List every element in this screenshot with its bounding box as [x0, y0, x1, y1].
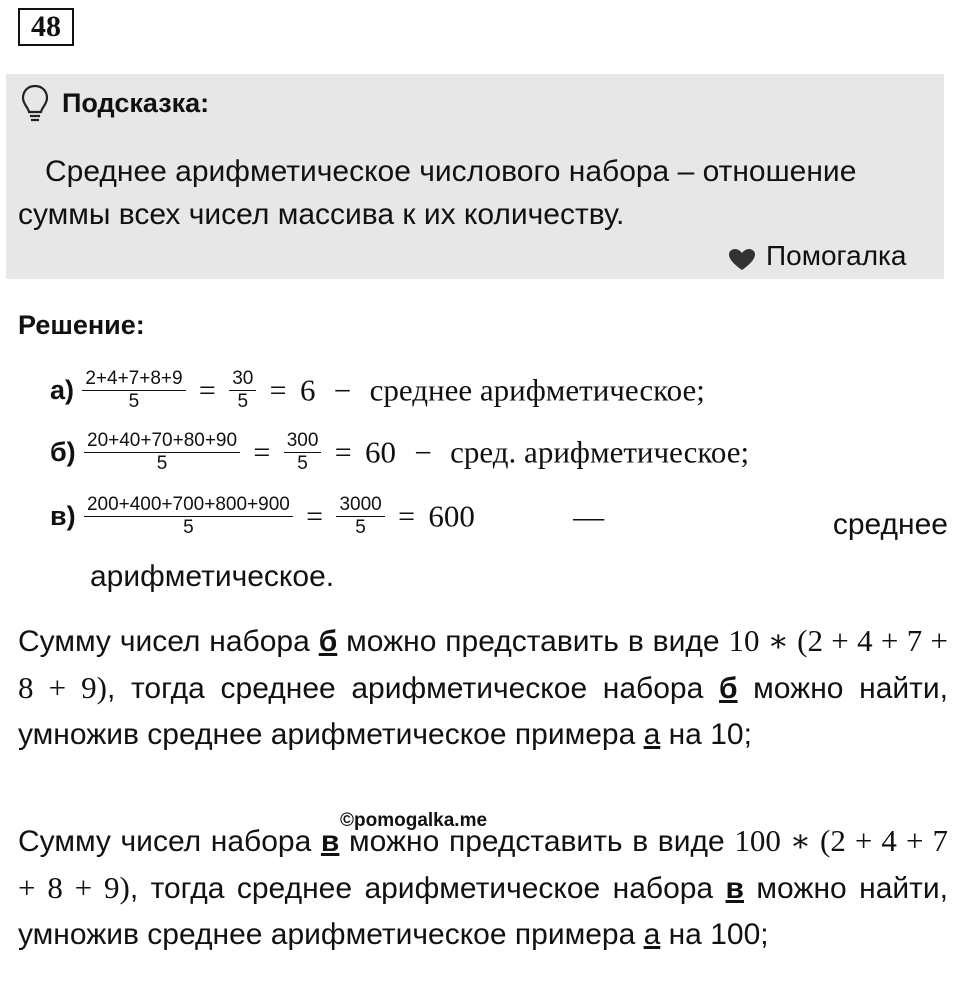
hint-text-body: Среднее арифметическое числового набора – отношение суммы всех чисел массива к их количеству. [18, 155, 857, 231]
denominator: 5 [355, 517, 366, 538]
fraction [84, 494, 293, 539]
denominator: 5 [237, 391, 249, 412]
solution-item-b [50, 430, 749, 475]
numerator: 3000 [336, 494, 384, 517]
task-number: 48 [18, 8, 74, 46]
item-text: среднее арифметическое; [369, 372, 705, 408]
text: , тогда среднее арифметическое набора [129, 872, 726, 905]
text: на 10; [660, 718, 752, 751]
solution-item-a [50, 368, 705, 413]
numerator: 30 [229, 368, 256, 391]
lightbulb-icon [20, 84, 50, 124]
numerator: 200+400+700+800+900 [84, 494, 293, 517]
math-expression: 10 ∗ (2 + 4 + 7 + 8 + 9) [18, 623, 948, 705]
text: Сумму чисел набора [18, 825, 321, 858]
numerator: 2+4+7+8+9 [82, 368, 185, 391]
watermark: ©pomogalka.me [340, 810, 488, 831]
solution-item-c [50, 494, 948, 539]
hint-brand: Помогалка [766, 240, 907, 271]
fraction [284, 430, 322, 475]
example-label: а [643, 718, 661, 751]
numerator: 300 [284, 430, 322, 453]
set-label: б [318, 625, 338, 658]
text: Сумму чисел набора [18, 625, 319, 658]
fraction [84, 430, 240, 475]
hint-title: Подсказка: [62, 88, 210, 118]
set-label: в [320, 825, 340, 858]
set-label: в [725, 872, 744, 905]
hint-text [18, 150, 934, 236]
text: можно найти, умножив среднее арифметическое примера [18, 872, 948, 951]
fraction [229, 368, 256, 413]
denominator: 5 [128, 391, 140, 412]
result: 600 [428, 498, 475, 534]
equals-sign: = [253, 435, 271, 469]
heart-icon [728, 248, 756, 272]
dash: — [573, 498, 605, 534]
denominator: 5 [156, 453, 168, 474]
explanation-paragraph-2 [18, 818, 948, 958]
denominator: 5 [297, 453, 308, 474]
item-label: в) [50, 501, 76, 531]
dash: − [414, 434, 432, 470]
fraction [82, 368, 185, 413]
explanation-paragraph-1 [18, 618, 948, 758]
solution-title: Решение: [18, 310, 145, 340]
dash: − [333, 372, 352, 408]
item-text: среднее [832, 508, 948, 541]
denominator: 5 [183, 517, 194, 538]
equals-sign: = [198, 373, 216, 407]
item-text-continued: арифметическое. [90, 560, 335, 593]
set-label: б [718, 672, 738, 705]
equals-sign: = [306, 499, 324, 533]
math-expression: 100 ∗ (2 + 4 + 7 + 8 + 9) [18, 823, 949, 905]
fraction [336, 494, 384, 539]
result: 6 [299, 372, 316, 408]
item-label: б) [50, 437, 76, 467]
example-label: а [643, 918, 661, 951]
equals-sign: = [398, 499, 415, 533]
text: на 100; [660, 918, 769, 951]
equals-sign: = [334, 435, 352, 469]
item-text: сред. арифметическое; [450, 434, 750, 470]
equals-sign: = [269, 373, 287, 407]
text: можно найти, умножив среднее арифметическое примера [18, 672, 948, 751]
text: можно представить в виде [339, 825, 735, 858]
text: можно представить в виде [337, 625, 729, 658]
numerator: 20+40+70+80+90 [84, 430, 240, 453]
item-label: а) [50, 375, 75, 405]
result: 60 [365, 434, 396, 470]
text: , тогда среднее арифметическое набора [106, 672, 719, 705]
